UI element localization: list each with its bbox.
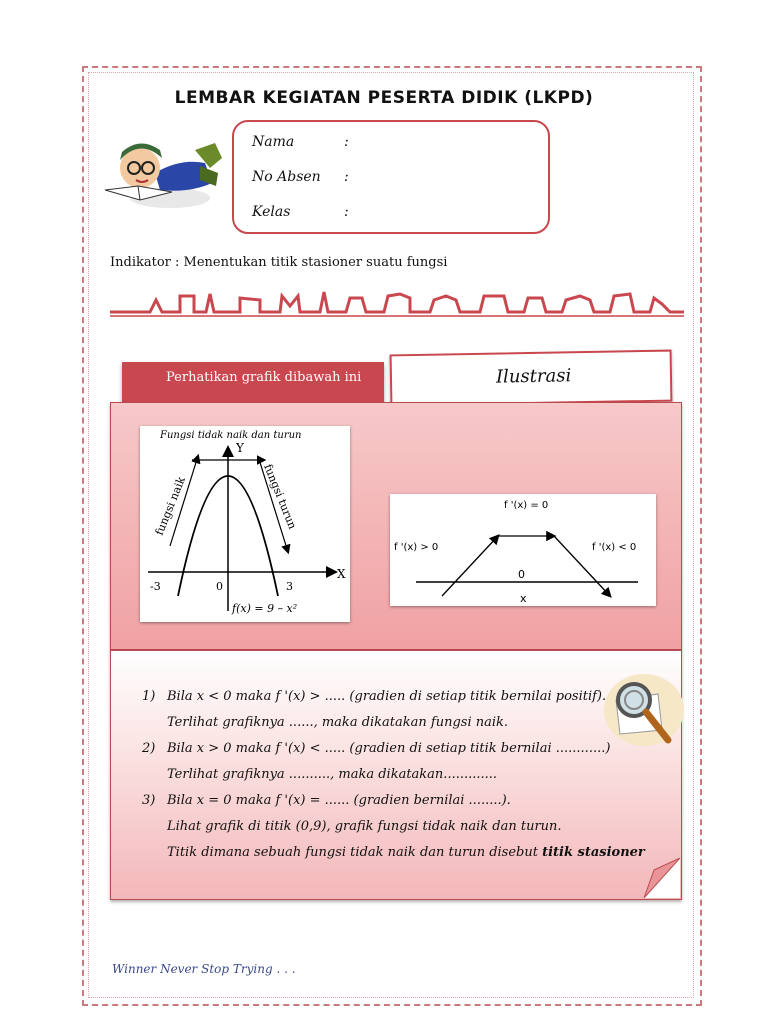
name-label: Nama: [252, 134, 295, 150]
class-label: Kelas: [252, 204, 291, 220]
indicator-text: Indikator : Menentukan titik stasioner suatu fungsi: [110, 255, 448, 270]
positive-derivative-label: f '(x) > 0: [394, 542, 439, 553]
origin-label: 0: [518, 568, 525, 581]
tick-neg3: -3: [150, 580, 161, 593]
student-reading-icon: [100, 128, 225, 218]
magnifier-icon: [602, 670, 686, 748]
decorative-house-border: [110, 286, 684, 320]
illustration-label: Ilustrasi: [495, 365, 572, 388]
parabola-graph: [140, 426, 350, 622]
y-axis-label: Y: [236, 441, 244, 455]
student-identity-box: [232, 120, 550, 234]
illustration-tab[interactable]: [390, 350, 673, 407]
absence-number-colon: :: [344, 169, 349, 185]
graph1-title: Fungsi tidak naik dan turun: [160, 430, 302, 441]
zero-derivative-label: f '(x) = 0: [504, 500, 549, 511]
function-formula: f(x) = 9 – x²: [232, 602, 298, 615]
x-label: x: [520, 592, 527, 605]
instruction-label: Perhatikan grafik dibawah ini: [166, 370, 362, 385]
absence-number-label: No Absen: [252, 169, 321, 185]
instruction-tab[interactable]: [122, 362, 384, 402]
rising-segment: [442, 536, 498, 596]
name-row[interactable]: [252, 134, 349, 150]
stationary-point-term: titik stasioner: [542, 845, 645, 860]
name-colon: :: [344, 134, 349, 150]
page-fold-corner: [644, 858, 680, 898]
class-colon: :: [344, 204, 349, 220]
class-row[interactable]: [252, 204, 349, 220]
negative-derivative-label: f '(x) < 0: [592, 542, 637, 553]
tick-0: 0: [216, 580, 223, 593]
absence-number-row[interactable]: [252, 169, 349, 185]
increasing-label: fungsi naik: [152, 474, 188, 538]
tick-3: 3: [286, 580, 293, 593]
page-title: LEMBAR KEGIATAN PESERTA DIDIK (LKPD): [174, 88, 594, 108]
x-axis-label: X: [337, 567, 346, 581]
gradient-sign-graph: [390, 494, 656, 606]
decreasing-label: fungsi turun: [261, 462, 300, 531]
footer-motto: Winner Never Stop Trying . . .: [112, 962, 296, 976]
